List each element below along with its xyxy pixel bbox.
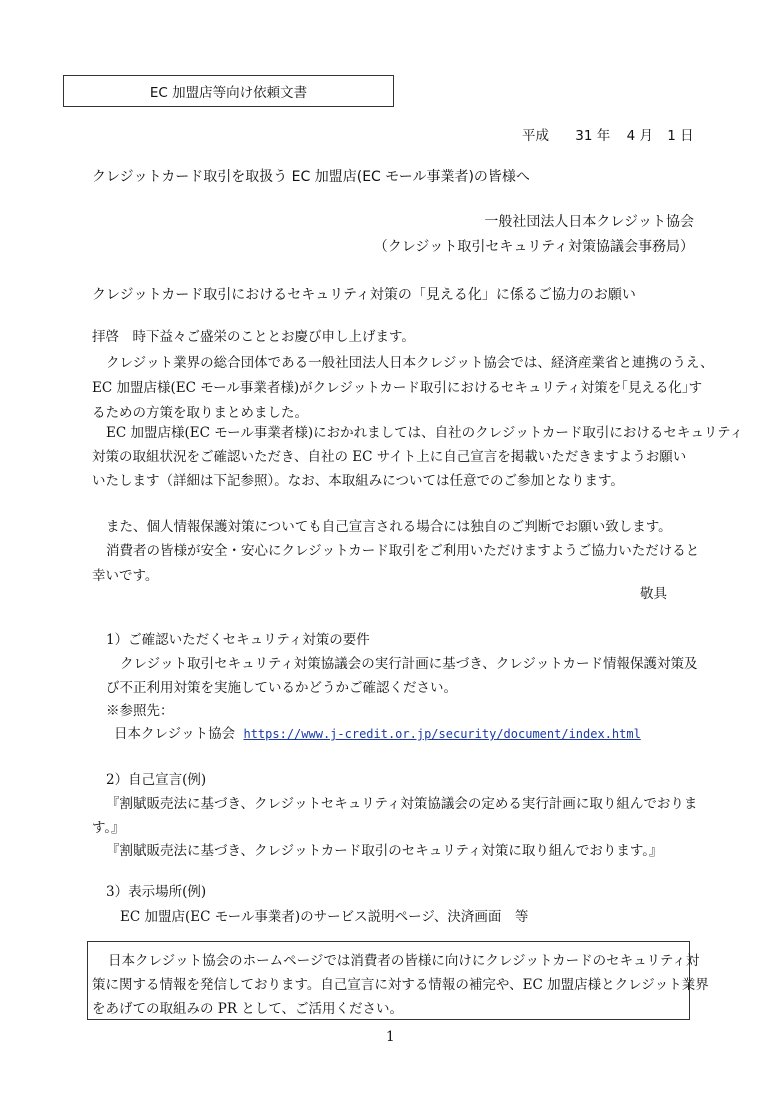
section2-heading: 2）自己宣言(例) [106,772,207,788]
sender-dept: （クレジット取引セキュリティ対策協議会事務局） [373,239,694,255]
closing-keigu: 敬具 [640,586,667,602]
section3-heading: 3）表示場所(例) [106,884,207,900]
greeting-line: 拝啓 時下益々ご盛栄のこととお慶び申し上げます。 [92,329,415,345]
body-p1-line2: EC 加盟店様(EC モール事業者様)がクレジットカード取引におけるセキュリティ対策を｢見える化｣す [92,380,703,396]
notice-line1: 日本クレジット協会のホームページでは消費者の皆様に向けにクレジットカードのセキュリティ対 [108,953,700,969]
section2-example2: 『割賦販売法に基づき、クレジットカード取引のセキュリティ対策に取り組んでおります。』 [106,843,663,859]
date-year: 31 年 [575,128,611,144]
body-p4-line2: 幸いです。 [92,568,159,584]
section2-example1-line1: 『割賦販売法に基づき、クレジットセキュリティ対策協議会の定める実行計画に取り組んでおりま [106,796,698,812]
document-type-label: EC 加盟店等向け依頼文書 [149,85,308,101]
sender-org: 一般社団法人日本クレジット協会 [484,214,694,230]
document-date [522,124,694,144]
body-p3-line1: また、個人情報保護対策についても自己宣言される場合には独自のご判断でお願い致します。 [106,519,672,535]
date-month: 4 月 [626,128,653,144]
notice-line2: 策に関する情報を発信しております。自己宣言に対する情報の補完や、EC 加盟店様とクレジット業界 [92,977,709,993]
body-p2-line2: 対策の取組状況をご確認いただき、自社の EC サイト上に自己宣言を掲載いただきますようお願い [92,449,687,465]
date-day: 1 日 [667,128,694,144]
ref-org-name: 日本クレジット協会 [114,726,236,742]
section1-line2: び不正利用対策を実施しているかどうかご確認ください。 [106,680,457,696]
section1-ref-label: ※参照先： [106,703,174,719]
section3-line1: EC 加盟店(EC モール事業者)のサービス説明ページ、決済画面 等 [120,909,529,925]
page-number: 1 [386,1029,395,1045]
notice-line3: をあげての取組みの PR として、ご活用ください。 [92,1001,404,1017]
section1-heading: 1）ご確認いただくセキュリティ対策の要件 [106,632,370,648]
body-p1-line3: るための方策を取りまとめました。 [92,405,308,421]
body-p2-line3: いたします（詳細は下記参照）。なお、本取組みについては任意でのご参加となります。 [92,473,624,489]
ref-url-link[interactable]: https://www.j-credit.or.jp/security/document/index.html [243,727,641,741]
section2-example1-line2: す。』 [92,820,125,836]
date-era: 平成 [522,128,549,144]
subject-line: クレジットカード取引におけるセキュリティ対策の「見える化」に係るご協力のお願い [92,287,636,303]
body-p4-line1: 消費者の皆様が安全・安心にクレジットカード取引をご利用いただけますようご協力いただけると [106,543,700,559]
recipient-line: クレジットカード取引を取扱う EC 加盟店(EC モール事業者)の皆様へ [92,169,530,185]
section1-line1: クレジット取引セキュリティ対策協議会の実行計画に基づき、クレジットカード情報保護対策及 [120,656,698,672]
section1-ref [114,722,641,742]
body-p2-line1: EC 加盟店様(EC モール事業者様)におかれましては、自社のクレジットカード取引におけるセキュリティ [106,425,744,441]
document-type-box [63,75,394,107]
body-p1-line1: クレジット業界の総合団体である一般社団法人日本クレジット協会では、経済産業省と連携のうえ、 [106,355,714,371]
